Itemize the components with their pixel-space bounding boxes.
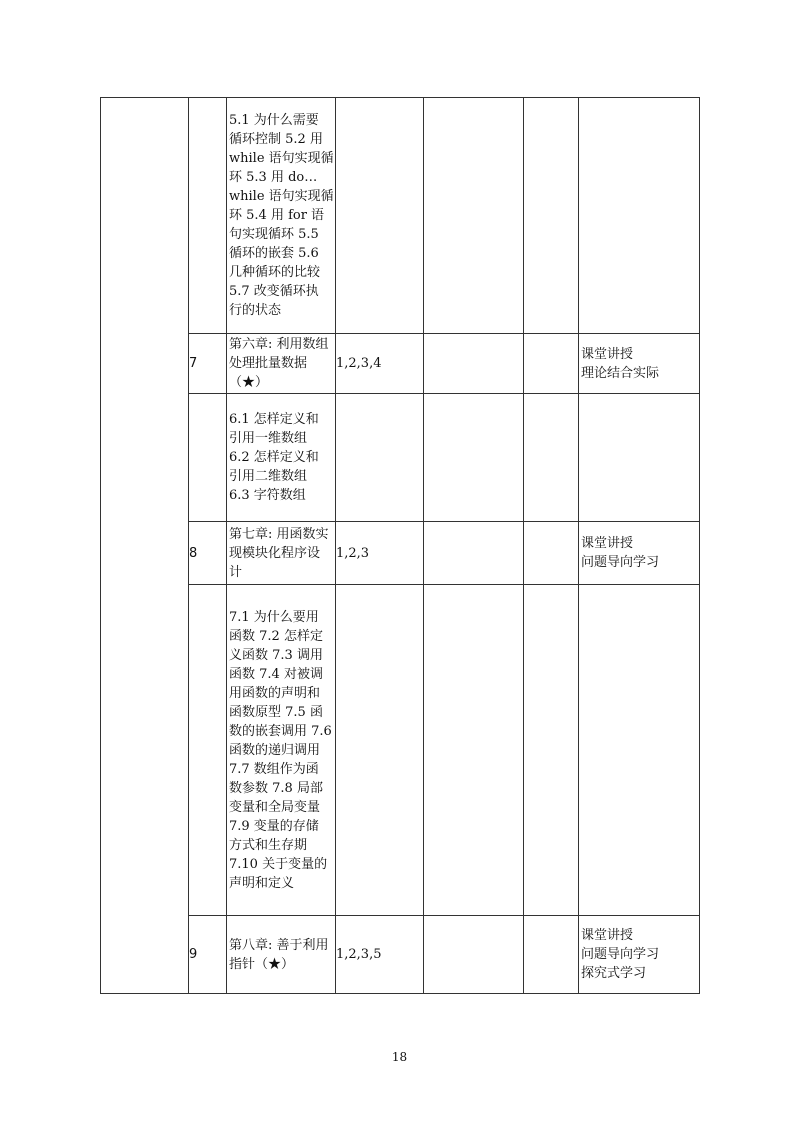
method-cell: 课堂讲授 问题导向学习	[579, 522, 700, 585]
page-number: 18	[391, 1050, 408, 1064]
col5-cell	[524, 585, 579, 916]
session-number	[189, 394, 227, 522]
table-row	[101, 916, 700, 994]
method-cell: 课堂讲授 问题导向学习 探究式学习	[579, 916, 700, 994]
col4-cell	[424, 522, 524, 585]
table-row	[101, 334, 700, 394]
goals-cell: 1,2,3	[336, 522, 424, 585]
session-number: 9	[189, 916, 227, 994]
col4-cell	[424, 334, 524, 394]
col4-cell	[424, 98, 524, 334]
chapter-title-cell: 第八章: 善于利用 指针（★）	[227, 916, 336, 994]
goals-cell: 1,2,3,4	[336, 334, 424, 394]
col5-cell	[524, 522, 579, 585]
goals-cell	[336, 394, 424, 522]
method-cell: 课堂讲授 理论结合实际	[579, 334, 700, 394]
syllabus-table	[100, 97, 700, 994]
method-cell	[579, 98, 700, 334]
chapter-title-cell: 第七章: 用函数实 现模块化程序设 计	[227, 522, 336, 585]
goals-cell	[336, 585, 424, 916]
session-number	[189, 585, 227, 916]
col4-cell	[424, 916, 524, 994]
table-row	[101, 394, 700, 522]
content-cell: 6.1 怎样定义和 引用一维数组 6.2 怎样定义和 引用二维数组 6.3 字符数组	[227, 394, 336, 522]
table-row	[101, 585, 700, 916]
col4-cell	[424, 394, 524, 522]
content-cell: 5.1 为什么需要 循环控制 5.2 用 while 语句实现循 环 5.3 用 do… while 语句实现循 环 5.4 用 for 语 句实现循环 5.5 循环的嵌套 5.6 几种循环的比较 5.7 改变循环执 行的状态	[227, 98, 336, 334]
col5-cell	[524, 334, 579, 394]
goals-cell	[336, 98, 424, 334]
method-cell	[579, 585, 700, 916]
table-row	[101, 522, 700, 585]
col5-cell	[524, 394, 579, 522]
session-number: 8	[189, 522, 227, 585]
table-row	[101, 98, 700, 334]
col5-cell	[524, 98, 579, 334]
session-number	[189, 98, 227, 334]
category-cell	[101, 98, 189, 994]
chapter-title-cell: 第六章: 利用数组 处理批量数据 （★）	[227, 334, 336, 394]
col5-cell	[524, 916, 579, 994]
method-cell	[579, 394, 700, 522]
goals-cell: 1,2,3,5	[336, 916, 424, 994]
session-number: 7	[189, 334, 227, 394]
content-cell: 7.1 为什么要用 函数 7.2 怎样定 义函数 7.3 调用 函数 7.4 对被调 用函数的声明和 函数原型 7.5 函 数的嵌套调用 7.6 函数的递归调用 7.7 数组作为函 数参数 7.8 局部 变量和全局变量 7.9 变量的存储 方式和生存期 7.10 关于变量的 声明和定义	[227, 585, 336, 916]
col4-cell	[424, 585, 524, 916]
